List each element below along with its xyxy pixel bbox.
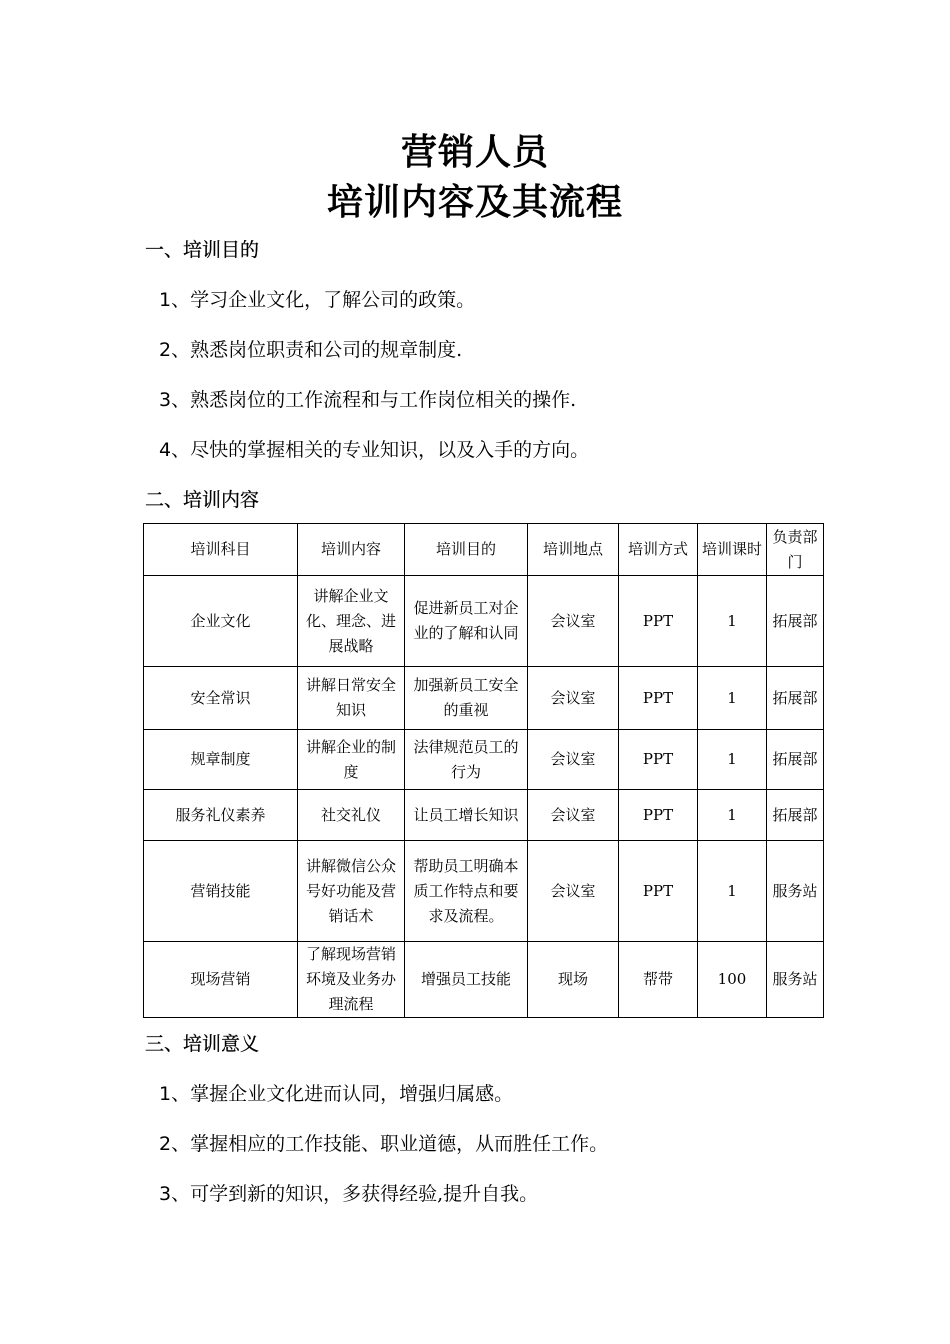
table-cell: 讲解企业的制度 bbox=[298, 730, 405, 790]
table-cell: 社交礼仪 bbox=[298, 790, 405, 841]
table-cell: 帮带 bbox=[619, 942, 698, 1018]
table-cell: 服务礼仪素养 bbox=[144, 790, 298, 841]
table-cell: PPT bbox=[619, 790, 698, 841]
table-cell: PPT bbox=[619, 667, 698, 730]
table-cell: 1 bbox=[698, 790, 767, 841]
item-text: 、可学到新的知识，多获得经验,提升自我。 bbox=[171, 1183, 539, 1205]
section-heading-significance: 三、培训意义 bbox=[145, 1033, 260, 1055]
table-row bbox=[144, 841, 824, 942]
section-heading-content: 二、培训内容 bbox=[145, 489, 260, 511]
table-cell: 企业文化 bbox=[144, 576, 298, 667]
purpose-item bbox=[159, 436, 589, 464]
table-cell: 1 bbox=[698, 667, 767, 730]
item-number: 2 bbox=[159, 339, 172, 361]
table-cell: 让员工增长知识 bbox=[405, 790, 528, 841]
table-header-row bbox=[144, 524, 824, 576]
item-number: 1 bbox=[159, 1083, 172, 1105]
item-text: 、尽快的掌握相关的专业知识，以及入手的方向。 bbox=[171, 439, 590, 461]
table-cell: 增强员工技能 bbox=[405, 942, 528, 1018]
table-cell: PPT bbox=[619, 730, 698, 790]
header-cell: 培训目的 bbox=[405, 524, 528, 576]
table-row bbox=[144, 730, 824, 790]
item-number: 2 bbox=[159, 1133, 172, 1155]
header-cell: 培训方式 bbox=[619, 524, 698, 576]
header-cell: 培训课时 bbox=[698, 524, 767, 576]
item-text: 、掌握相应的工作技能、职业道德，从而胜任工作。 bbox=[171, 1133, 609, 1155]
table-cell: 1 bbox=[698, 576, 767, 667]
table-cell: 安全常识 bbox=[144, 667, 298, 730]
table-row bbox=[144, 667, 824, 730]
item-text: 、学习企业文化，了解公司的政策。 bbox=[171, 289, 476, 311]
purpose-item bbox=[159, 286, 475, 314]
table-cell: 讲解日常安全知识 bbox=[298, 667, 405, 730]
table-cell: 1 bbox=[698, 730, 767, 790]
table-cell: PPT bbox=[619, 576, 698, 667]
significance-item bbox=[159, 1130, 608, 1158]
table-cell: 会议室 bbox=[528, 841, 619, 942]
item-number: 4 bbox=[159, 439, 172, 461]
table-cell: 讲解企业文化、理念、进展战略 bbox=[298, 576, 405, 667]
table-cell: 服务站 bbox=[767, 942, 824, 1018]
table-row bbox=[144, 790, 824, 841]
table-cell: 会议室 bbox=[528, 576, 619, 667]
section-heading-purpose: 一、培训目的 bbox=[145, 239, 260, 261]
significance-item bbox=[159, 1180, 538, 1208]
item-text: 、熟悉岗位的工作流程和与工作岗位相关的操作. bbox=[171, 389, 577, 411]
significance-item bbox=[159, 1080, 513, 1108]
purpose-item bbox=[159, 386, 576, 414]
table-cell: 帮助员工明确本质工作特点和要求及流程。 bbox=[405, 841, 528, 942]
header-cell: 负责部门 bbox=[767, 524, 824, 576]
table-row bbox=[144, 576, 824, 667]
header-cell: 培训科目 bbox=[144, 524, 298, 576]
table-cell: 会议室 bbox=[528, 790, 619, 841]
table-cell: 营销技能 bbox=[144, 841, 298, 942]
table-cell: 拓展部 bbox=[767, 667, 824, 730]
item-number: 1 bbox=[159, 289, 172, 311]
table-cell: 现场 bbox=[528, 942, 619, 1018]
table-cell: 拓展部 bbox=[767, 730, 824, 790]
training-table bbox=[143, 523, 824, 1018]
table-cell: 1 bbox=[698, 841, 767, 942]
table-cell: 加强新员工安全的重视 bbox=[405, 667, 528, 730]
table-cell: 了解现场营销环境及业务办理流程 bbox=[298, 942, 405, 1018]
table-cell: 法律规范员工的行为 bbox=[405, 730, 528, 790]
table-cell: 服务站 bbox=[767, 841, 824, 942]
document-title-line2: 培训内容及其流程 bbox=[326, 182, 623, 223]
table-cell: 现场营销 bbox=[144, 942, 298, 1018]
table-row bbox=[144, 942, 824, 1018]
table-cell: 100 bbox=[698, 942, 767, 1018]
table-cell: 会议室 bbox=[528, 667, 619, 730]
table-cell: 促进新员工对企业的了解和认同 bbox=[405, 576, 528, 667]
table-cell: 会议室 bbox=[528, 730, 619, 790]
table-cell: PPT bbox=[619, 841, 698, 942]
item-text: 、掌握企业文化进而认同，增强归属感。 bbox=[171, 1083, 514, 1105]
item-number: 3 bbox=[159, 389, 172, 411]
table-cell: 规章制度 bbox=[144, 730, 298, 790]
item-text: 、熟悉岗位职责和公司的规章制度. bbox=[171, 339, 463, 361]
table-cell: 拓展部 bbox=[767, 790, 824, 841]
table-cell: 讲解微信公众号好功能及营销话术 bbox=[298, 841, 405, 942]
header-cell: 培训内容 bbox=[298, 524, 405, 576]
table-cell: 拓展部 bbox=[767, 576, 824, 667]
header-cell: 培训地点 bbox=[528, 524, 619, 576]
item-number: 3 bbox=[159, 1183, 172, 1205]
purpose-item bbox=[159, 336, 462, 364]
document-title-line1: 营销人员 bbox=[400, 132, 549, 173]
